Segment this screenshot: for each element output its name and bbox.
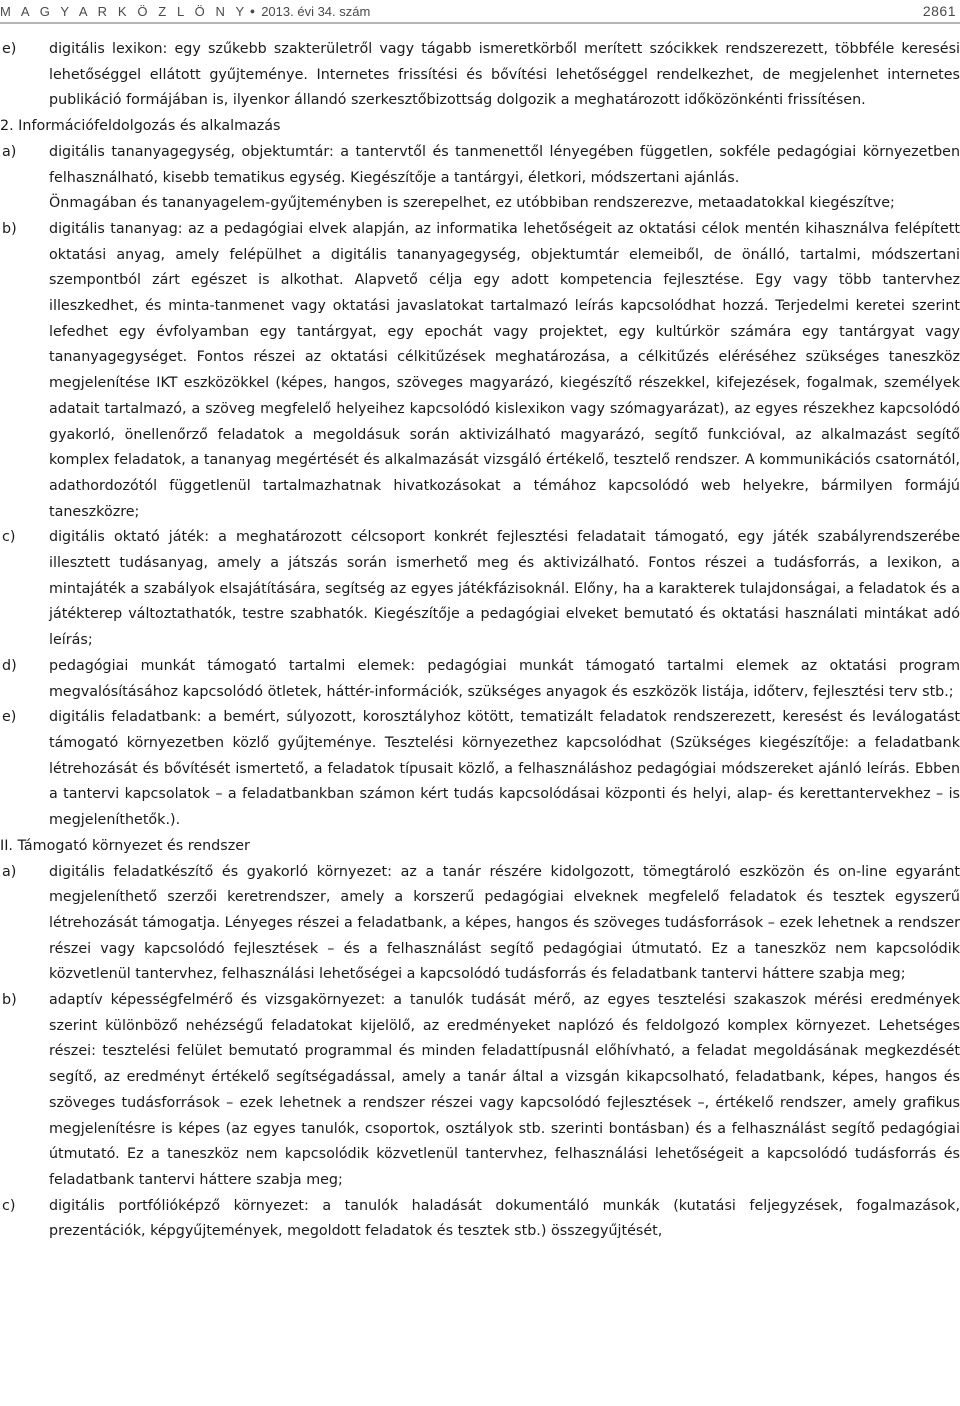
list-item-label: c): [2, 1197, 16, 1214]
list-item-body: [49, 37, 960, 114]
list-item-body: [49, 988, 960, 1194]
paragraph: digitális tananyag: az a pedagógiai elvek alapján, az informatika lehetőségeit az oktatási célok mentén kihasználva felépített oktatási anyag, amely felépülhet a digitális tananyagegység, objektumtár elemeiből, de önálló, tartalmi, módszertani szempontból zárt egészet is alkothat. Alapvető célja egy adott kompetencia fejlesztése. Egy vagy több tantervhez illeszkedhet, és minta-tanmenet vagy oktatási javaslatokat tartalmazó leírás kapcsolódhat hozzá. Terjedelmi keretei szerint lefedhet egy évfolyamban egy tantárgyat, egy epochát vagy projektet, egy kultúrkör számára egy tantárgyat vagy tananyagegységet. Fontos részei az oktatási célkitűzések meghatározása, a célkitűzés eléréséhez szükséges taneszköz megjelenítése IKT eszközökkel (képes, hangos, szöveges magyarázó, kiegészítő részekkel, kifejezések, fogalmak, személyek adatait tartalmazó, a szöveg megfelelő helyeihez kapcsolódó kislexikon vagy szómagyarázat), az egyes részekhez kapcsolódó gyakorló, önellenőrző feladatok a megoldásuk során aktivizálható magyarázó, segítő funkcióval, az alkalmazást segítő komplex feladatok, a tananyag megértését és alkalmazását vizsgáló értékelő, tesztelő rendszer. A kommunikációs csatornától, adathordozótól függetlenül tartalmazhatnak hivatkozásokat a témához kapcsolódó web helyekre, bármilyen formájú taneszközre;: [49, 220, 960, 520]
section-heading: 2. Információfeldolgozás és alkalmazás: [0, 118, 281, 135]
paragraph: digitális feladatbank: a bemért, súlyozott, korosztályhoz kötött, tematizált feladatok rendszerezett, keresést és leválogatást támogató környezetben közlő gyűjteménye. Tesztelési környezethez kapcsolódhat (Szükséges kiegészítője: a feladatbank létrehozását és bővítését ismertető, a feladatok típusait közlő, a felhasználáshoz pedagógiai módszereket ajánló leírás. Ebben a tantervi kapcsolatok – a feladatbankban számon kért tudás kapcsolódásai központi és helyi, alap- és kerettantervekhez – is megjeleníthetők.).: [49, 709, 960, 829]
list-item-label: d): [2, 657, 17, 674]
paragraph: adaptív képességfelmérő és vizsgakörnyezet: a tanulók tudását mérő, az egyes tesztelési szakaszok mérési eredmények szerint különböző nehézségű feladatokat kijelölő, az eredményeket naplózó és feldolgozó komplex környezet. Lehetséges részei: tesztelési felület bemutató programmal és minden feladattípusnál előhívható, a feladat megoldásának megkezdését segítő, az eredményt értékelő segítségadással, amely a tanár által a vizsgán kikapcsolható, feladatbank, képes, hangos és szöveges tudásforrások – ezek lehetnek a rendszer részei vagy kapcsolódó fejlesztések –, értékelő rendszer, amely grafikus megjelenítésre is képes (az egyes tanulók, csoportok, osztályok stb. szerinti bontásban) és a felhasználást segítő pedagógiai útmutató. Ez a taneszköz nem kapcsolódik közvetlenül tantervhez, felhasználási lehetőségeit a kapcsolódó tudásforrás és feladatbank tantervi háttere szabja meg;: [49, 992, 960, 1188]
list-item-label: a): [2, 143, 17, 160]
document-body: [0, 37, 960, 1245]
header-left: [0, 4, 370, 19]
bullet-separator: ●: [249, 6, 256, 16]
list-item-label: e): [2, 709, 17, 726]
list-item-body: [49, 654, 960, 705]
list-item-label: a): [2, 863, 17, 880]
list-item-body: [49, 705, 960, 834]
header-rule: [0, 22, 960, 24]
paragraph: digitális feladatkészítő és gyakorló környezet: az a tanár részére kidolgozott, tömegtároló eszközön és on-line egyaránt megjeleníthető szerzői keretrendszer, amely a korszerű pedagógiai elveknek megfelelő feladatok és tesztek egyszerű létrehozását támogatja. Lényeges részei a feladatbank, a képes, hangos és szöveges tudásforrások – ezek lehetnek a rendszer részei vagy kapcsolódó fejlesztések – és a felhasználást segítő pedagógiai útmutató. Ez a taneszköz nem kapcsolódik közvetlenül tantervhez, felhasználási lehetőségei a kapcsolódó tudásforrás és feladatbank tantervi háttere szabja meg;: [49, 863, 960, 983]
running-header: [0, 0, 960, 22]
list-item-body: [49, 217, 960, 525]
list-item: [0, 217, 960, 525]
list-item-body: [49, 525, 960, 654]
list-item: [0, 860, 960, 989]
paragraph: digitális lexikon: egy szűkebb szakterületről vagy tágabb ismeretkörből merített szócikkek rendszerezett, többféle keresési lehetőséggel ellátott gyűjteménye. Internetes frissítési és bővítési lehetőséggel rendelkezhet, de megjelenhet internetes publikáció formájában is, ilyenkor állandó szerkesztőbizottság dolgozik a meghatározott időközönkénti frissítésen.: [49, 41, 960, 109]
paragraph: digitális tananyagegység, objektumtár: a tantervtől és tanmenettől lényegében független, sokféle pedagógiai környezetben felhasználható, kisebb tematikus egység. Kiegészítője a tantárgyi, életkori, módszertani ajánlás.: [49, 143, 960, 186]
page-number: 2861: [922, 3, 956, 19]
journal-title: M A G Y A R K Ö Z L Ö N Y: [0, 3, 248, 19]
list-item-label: c): [2, 529, 16, 546]
paragraph: digitális portfólióképző környezet: a tanulók haladását dokumentáló munkák (kutatási feljegyzések, fogalmazások, prezentációk, képgyűjtemények, megoldott feladatok és tesztek stb.) összegyűjtését,: [49, 1197, 960, 1240]
list-item: [0, 140, 960, 217]
list-item: [0, 654, 960, 705]
list-item-body: [49, 860, 960, 989]
list-item-label: e): [2, 41, 17, 57]
list-item-body: [49, 140, 960, 217]
list-item-body: [49, 1194, 960, 1245]
list-item: [0, 37, 960, 114]
issue-label: 2013. évi 34. szám: [261, 3, 371, 19]
paragraph: pedagógiai munkát támogató tartalmi elemek: pedagógiai munkát támogató tartalmi elemek az oktatási program megvalósításához kapcsolódó ötletek, háttér-információk, szükséges anyagok és eszközök listája, időterv, fejlesztési terv stb.;: [49, 657, 960, 700]
section-heading: II. Támogató környezet és rendszer: [0, 837, 250, 854]
list-item: [0, 705, 960, 834]
list-item: [0, 1194, 960, 1245]
list-item-label: b): [2, 992, 17, 1009]
list-item: [0, 988, 960, 1194]
list-item: [0, 525, 960, 654]
paragraph: Önmagában és tananyagelem-gyűjteményben is szerepelhet, ez utóbbiban rendszerezve, metaadatokkal kiegészítve;: [49, 195, 895, 212]
paragraph: digitális oktató játék: a meghatározott célcsoport konkrét fejlesztési feladatait támogató, egy játék szabályrendszerébe illesztett tudásanyag, amely a játszás során ismerhető meg és aktivizálható. Fontos részei a tudásforrás, a lexikon, a mintajáték a szabályok elsajátítására, segítség az egyes játékfázisoknál. Előny, ha a karakterek tulajdonságai, a feladatok és a játékterep változtathatók, testre szabhatók. Kiegészítője a pedagógiai elveket bemutató és oktatási használati mintákat adó leírás;: [49, 529, 960, 649]
list-item-label: b): [2, 220, 17, 237]
